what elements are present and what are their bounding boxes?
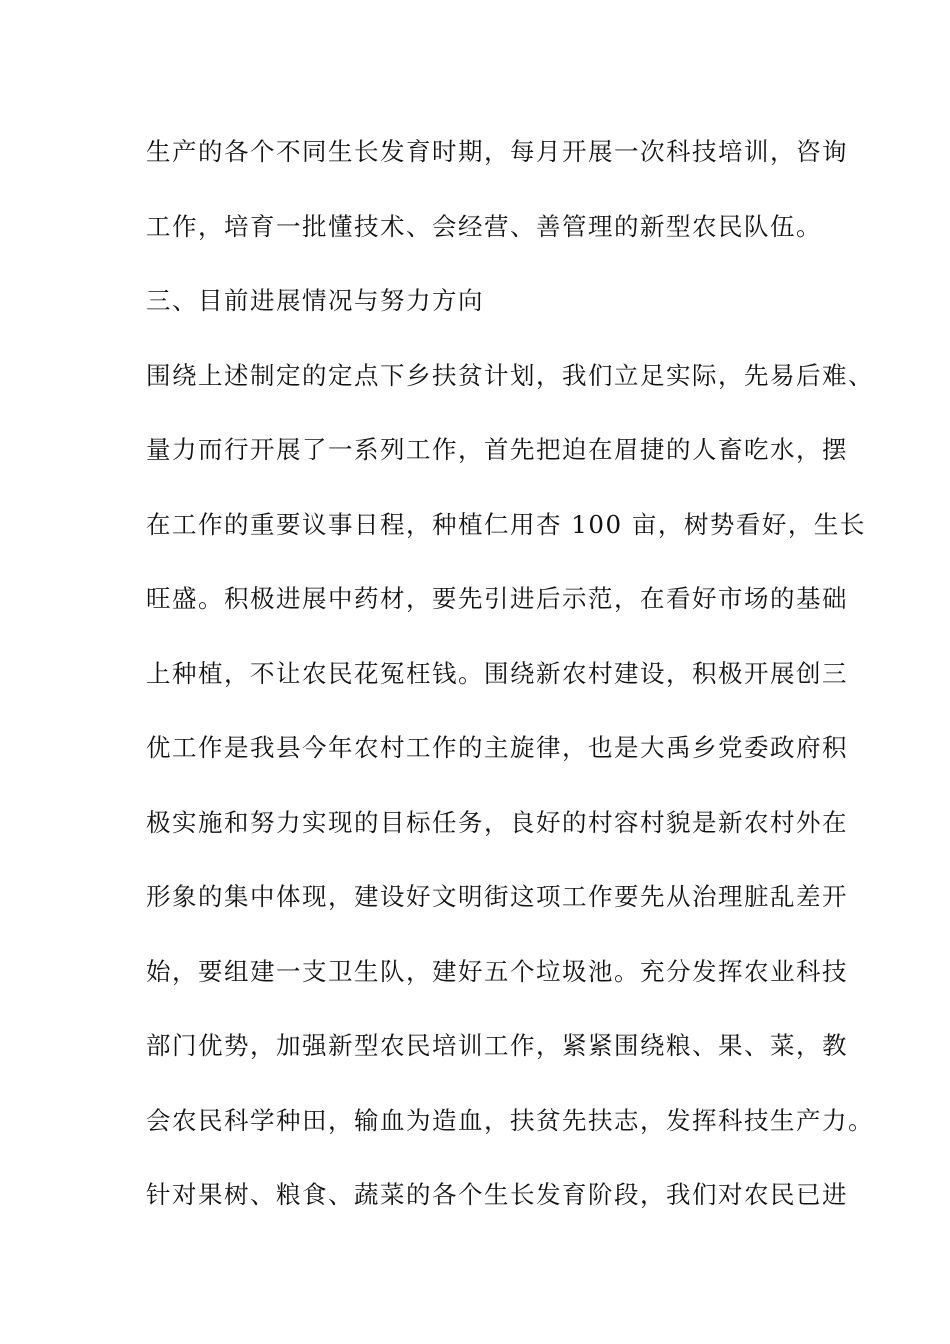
text-line: 围绕上述制定的定点下乡扶贫计划，我们立足实际，先易后难、 <box>146 360 874 390</box>
text-line: 极实施和努力实现的目标任务，良好的村容村貌是新农村外在 <box>146 807 848 837</box>
text-line: 始，要组建一支卫生队，建好五个垃圾池。充分发挥农业科技 <box>146 956 848 986</box>
text-line: 工作，培育一批懂技术、会经营、善管理的新型农民队伍。 <box>146 211 822 241</box>
text-line: 会农民科学种田，输血为造血，扶贫先扶志，发挥科技生产力。 <box>146 1105 874 1135</box>
text-line: 部门优势，加强新型农民培训工作，紧紧围绕粮、果、菜，教 <box>146 1031 848 1060</box>
text-line: 旺盛。积极进展中药材，要先引进后示范，在看好市场的基础 <box>146 584 848 613</box>
text-line: 形象的集中体现，建设好文明街这项工作要先从治理脏乱差开 <box>146 882 848 911</box>
text-line: 上种植，不让农民花冤枉钱。围绕新农村建设，积极开展创三 <box>146 658 848 688</box>
text-line: 针对果树、粮食、蔬菜的各个生长发育阶段，我们对农民已进 <box>146 1180 848 1209</box>
text-line: 在工作的重要议事日程，种植仁用杏 100 亩，树势看好，生长 <box>146 509 866 539</box>
document-body <box>146 134 874 1252</box>
text-line: 生产的各个不同生长发育时期，每月开展一次科技培训，咨询 <box>146 137 848 166</box>
text-line: 优工作是我县今年农村工作的主旋律，也是大禹乡党委政府积 <box>146 733 848 762</box>
section-heading: 三、目前进展情况与努力方向 <box>146 286 484 315</box>
text-line: 量力而行开展了一系列工作，首先把迫在眉捷的人畜吃水，摆 <box>146 435 848 464</box>
